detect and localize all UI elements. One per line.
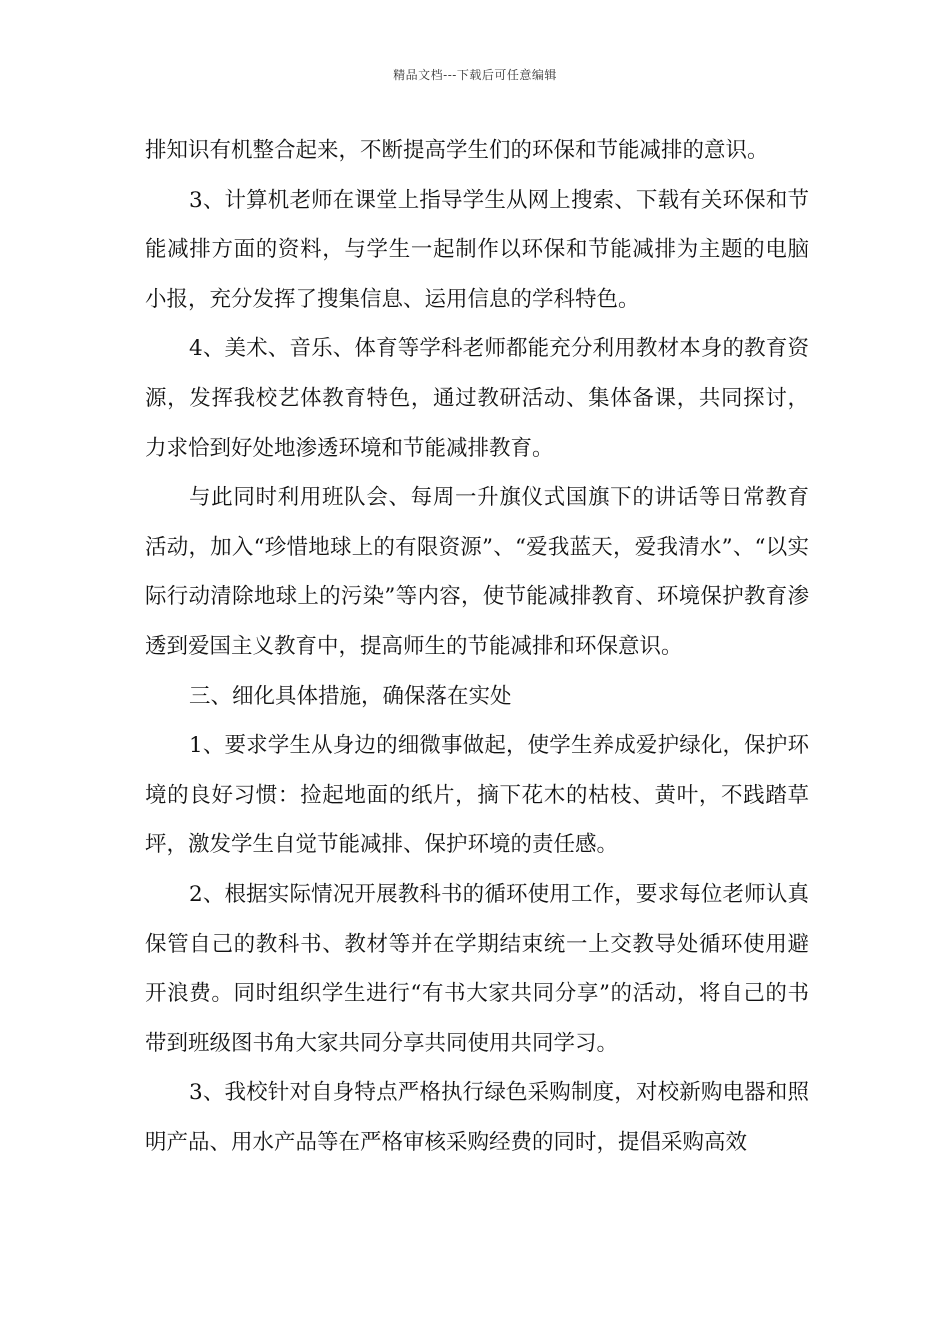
paragraph-item-3-computer: 3、计算机老师在课堂上指导学生从网上搜索、下载有关环保和节能减排方面的资料，与学生一起制作以环保和节能减排为主题的电脑小报，充分发挥了搜集信息、运用信息的学科特色。	[145, 187, 809, 312]
document-body	[145, 126, 809, 1167]
page-header: 精品文档---下载后可任意编辑	[393, 68, 557, 82]
paragraph-measure-3: 3、我校针对自身特点严格执行绿色采购制度，对校新购电器和照明产品、用水产品等在严格审核采购经费的同时，提倡采购高效	[145, 1080, 809, 1155]
paragraph-measure-2: 2、根据实际情况开展教科书的循环使用工作，要求每位老师认真保管自己的教科书、教材等并在学期结束统一上交教导处循环使用避开浪费。同时组织学生进行“有书大家共同分享”的活动，将自己的书带到班级图书角大家共同分享共同使用共同学习。	[145, 881, 809, 1056]
paragraph-measure-1: 1、要求学生从身边的细微事做起，使学生养成爱护绿化，保护环境的良好习惯：捡起地面的纸片，摘下花木的枯枝、黄叶，不践踏草坪，激发学生自觉节能减排、保护环境的责任感。	[145, 733, 809, 858]
section-heading-measures: 三、细化具体措施，确保落在实处	[189, 683, 512, 709]
paragraph-item-4-arts: 4、美术、音乐、体育等学科老师都能充分利用教材本身的教育资源，发挥我校艺体教育特色，通过教研活动、集体备课，共同探讨，力求恰到好处地渗透环境和节能减排教育。	[145, 336, 809, 461]
paragraph-daily-activities: 与此同时利用班队会、每周一升旗仪式国旗下的讲话等日常教育活动，加入“珍惜地球上的有限资源”、“爱我蓝天，爱我清水”、“以实际行动清除地球上的污染”等内容，使节能减排教育、环境保护教育渗透到爱国主义教育中，提高师生的节能减排和环保意识。	[145, 485, 809, 659]
paragraph-continuation: 排知识有机整合起来，不断提高学生们的环保和节能减排的意识。	[145, 138, 769, 163]
